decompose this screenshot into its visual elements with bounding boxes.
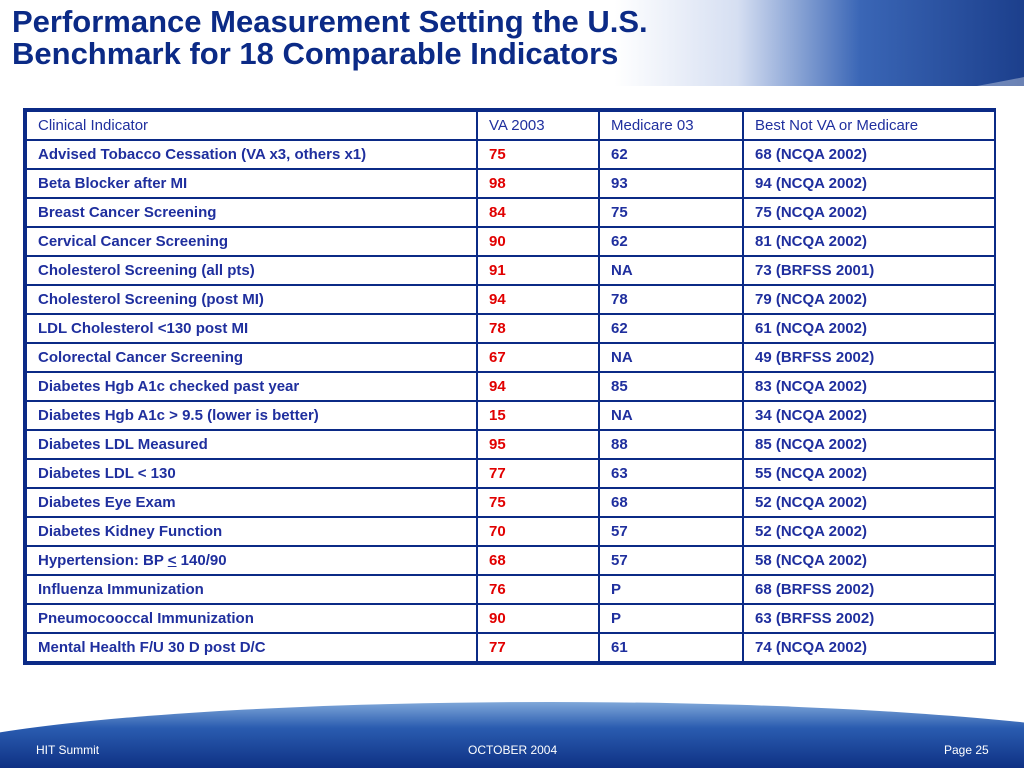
table-row	[27, 170, 994, 197]
va-2003-cell: 94	[478, 286, 598, 313]
table-row	[27, 489, 994, 516]
best-not-va-or-medicare-cell: 75 (NCQA 2002)	[744, 199, 994, 226]
clinical-indicator-cell: Advised Tobacco Cessation (VA x3, others x1)	[27, 141, 476, 168]
slide-title-line-2: Benchmark for 18 Comparable Indicators	[12, 36, 619, 71]
best-not-va-or-medicare-cell: 61 (NCQA 2002)	[744, 315, 994, 342]
medicare-03-cell: 78	[600, 286, 742, 313]
va-2003-cell: 77	[478, 634, 598, 661]
footer-band	[0, 702, 1024, 768]
clinical-indicator-cell: Diabetes Eye Exam	[27, 489, 476, 516]
footer-wave-decoration	[0, 702, 1024, 768]
medicare-03-cell: 63	[600, 460, 742, 487]
clinical-indicator-cell: Colorectal Cancer Screening	[27, 344, 476, 371]
clinical-indicator-cell: Cholesterol Screening (post MI)	[27, 286, 476, 313]
va-2003-cell: 77	[478, 460, 598, 487]
medicare-03-cell: NA	[600, 402, 742, 429]
best-not-va-or-medicare-cell: 68 (NCQA 2002)	[744, 141, 994, 168]
clinical-indicator-cell: Beta Blocker after MI	[27, 170, 476, 197]
table-row	[27, 228, 994, 255]
medicare-03-cell: P	[600, 605, 742, 632]
va-2003-cell: 90	[478, 605, 598, 632]
best-not-va-or-medicare-cell: 63 (BRFSS 2002)	[744, 605, 994, 632]
table-row	[27, 199, 994, 226]
best-not-va-or-medicare-cell: 73 (BRFSS 2001)	[744, 257, 994, 284]
va-2003-cell: 91	[478, 257, 598, 284]
header-band	[0, 0, 1024, 86]
footer-event-name: HIT Summit	[36, 743, 100, 757]
medicare-03-cell: 61	[600, 634, 742, 661]
table-row	[27, 431, 994, 458]
medicare-03-cell: NA	[600, 257, 742, 284]
header-clinical-indicator: Clinical Indicator	[27, 112, 476, 139]
clinical-indicator-cell: Cervical Cancer Screening	[27, 228, 476, 255]
medicare-03-cell: 62	[600, 141, 742, 168]
clinical-indicator-cell: Pneumocooccal Immunization	[27, 605, 476, 632]
va-2003-cell: 95	[478, 431, 598, 458]
best-not-va-or-medicare-cell: 52 (NCQA 2002)	[744, 489, 994, 516]
table-row	[27, 373, 994, 400]
slide-title	[12, 6, 772, 70]
best-not-va-or-medicare-cell: 34 (NCQA 2002)	[744, 402, 994, 429]
va-2003-cell: 75	[478, 489, 598, 516]
best-not-va-or-medicare-cell: 49 (BRFSS 2002)	[744, 344, 994, 371]
clinical-indicator-cell: Cholesterol Screening (all pts)	[27, 257, 476, 284]
va-2003-cell: 94	[478, 373, 598, 400]
best-not-va-or-medicare-cell: 85 (NCQA 2002)	[744, 431, 994, 458]
best-not-va-or-medicare-cell: 79 (NCQA 2002)	[744, 286, 994, 313]
va-2003-cell: 68	[478, 547, 598, 574]
table-row	[27, 402, 994, 429]
va-2003-cell: 98	[478, 170, 598, 197]
medicare-03-cell: 57	[600, 518, 742, 545]
medicare-03-cell: 85	[600, 373, 742, 400]
clinical-indicator-cell: Diabetes LDL Measured	[27, 431, 476, 458]
table-row	[27, 547, 994, 574]
medicare-03-cell: NA	[600, 344, 742, 371]
header-va-2003: VA 2003	[478, 112, 598, 139]
clinical-indicator-cell: Diabetes Hgb A1c > 9.5 (lower is better)	[27, 402, 476, 429]
best-not-va-or-medicare-cell: 81 (NCQA 2002)	[744, 228, 994, 255]
va-2003-cell: 76	[478, 576, 598, 603]
medicare-03-cell: 62	[600, 315, 742, 342]
medicare-03-cell: 62	[600, 228, 742, 255]
best-not-va-or-medicare-cell: 74 (NCQA 2002)	[744, 634, 994, 661]
medicare-03-cell: 88	[600, 431, 742, 458]
table-row	[27, 576, 994, 603]
table-row	[27, 605, 994, 632]
footer-page-number: Page 25	[944, 743, 989, 757]
medicare-03-cell: 68	[600, 489, 742, 516]
medicare-03-cell: 57	[600, 547, 742, 574]
table-row	[27, 518, 994, 545]
best-not-va-or-medicare-cell: 55 (NCQA 2002)	[744, 460, 994, 487]
table-row	[27, 344, 994, 371]
clinical-indicator-cell: Breast Cancer Screening	[27, 199, 476, 226]
medicare-03-cell: 93	[600, 170, 742, 197]
clinical-indicator-cell: LDL Cholesterol <130 post MI	[27, 315, 476, 342]
slide-title-line-1: Performance Measurement Setting the U.S.	[12, 4, 648, 39]
best-not-va-or-medicare-cell: 83 (NCQA 2002)	[744, 373, 994, 400]
clinical-indicator-cell: Diabetes Hgb A1c checked past year	[27, 373, 476, 400]
va-2003-cell: 75	[478, 141, 598, 168]
medicare-03-cell: P	[600, 576, 742, 603]
footer-date: OCTOBER 2004	[468, 743, 558, 757]
table-header-row	[27, 112, 994, 139]
best-not-va-or-medicare-cell: 52 (NCQA 2002)	[744, 518, 994, 545]
va-2003-cell: 15	[478, 402, 598, 429]
header-best-not-va-or-medicare: Best Not VA or Medicare	[744, 112, 994, 139]
table-row	[27, 460, 994, 487]
table-row	[27, 286, 994, 313]
va-2003-cell: 84	[478, 199, 598, 226]
table-row	[27, 257, 994, 284]
header-medicare-03: Medicare 03	[600, 112, 742, 139]
table-row	[27, 315, 994, 342]
va-2003-cell: 90	[478, 228, 598, 255]
table-row	[27, 141, 994, 168]
best-not-va-or-medicare-cell: 58 (NCQA 2002)	[744, 547, 994, 574]
best-not-va-or-medicare-cell: 68 (BRFSS 2002)	[744, 576, 994, 603]
clinical-indicator-cell: Diabetes LDL < 130	[27, 460, 476, 487]
table-row	[27, 634, 994, 661]
best-not-va-or-medicare-cell: 94 (NCQA 2002)	[744, 170, 994, 197]
clinical-indicator-cell: Influenza Immunization	[27, 576, 476, 603]
va-2003-cell: 67	[478, 344, 598, 371]
clinical-indicator-cell: Diabetes Kidney Function	[27, 518, 476, 545]
va-2003-cell: 70	[478, 518, 598, 545]
clinical-indicator-cell: Hypertension: BP < 140/90	[27, 547, 476, 574]
medicare-03-cell: 75	[600, 199, 742, 226]
clinical-indicator-cell: Mental Health F/U 30 D post D/C	[27, 634, 476, 661]
va-2003-cell: 78	[478, 315, 598, 342]
indicator-table	[23, 108, 996, 665]
